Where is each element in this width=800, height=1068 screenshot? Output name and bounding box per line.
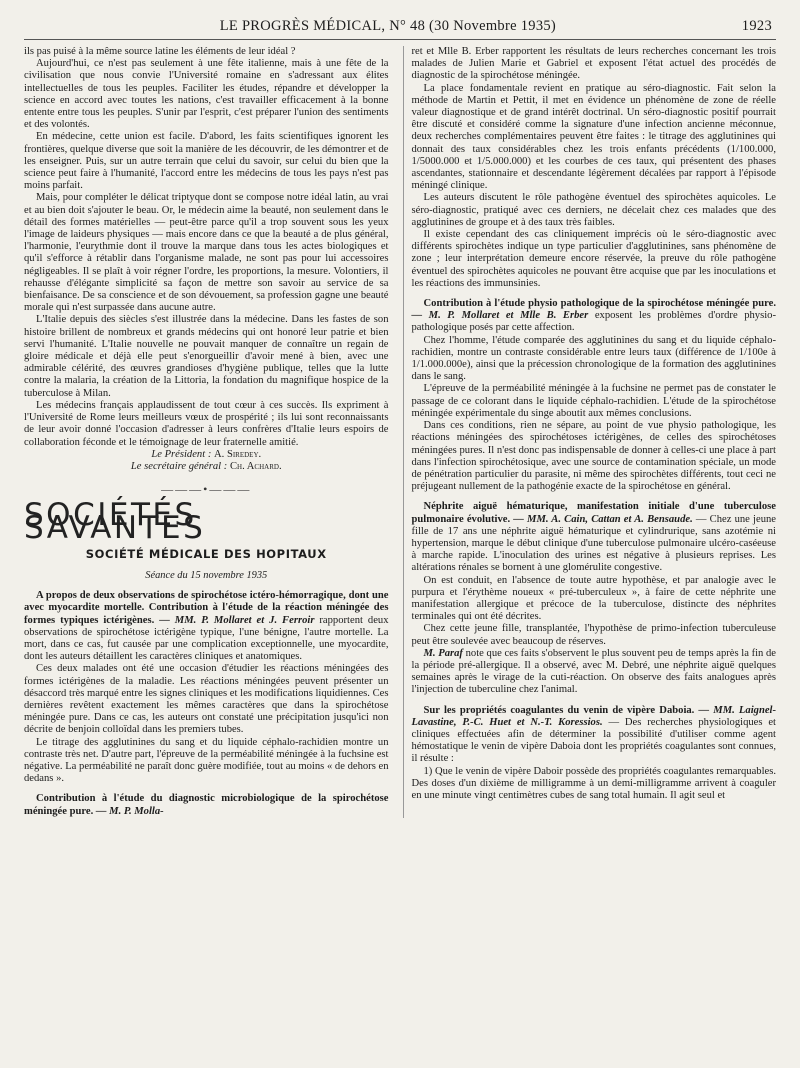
paragraph: Il existe cependant des cas cliniquement imprécis où le séro-diagnostic avec différents spirochètes indique un type particulier d'agglutinines, sans phénomène de zone ; leur interprétation demeure encore réservée, la preuve du rôle pathogène éventuel des spirochètes aquicoles ne pouvant être acquise que par les inoculations et les réactions des immunsinies. xyxy=(411,229,776,289)
paragraph: On est conduit, en l'absence de toute autre hypothèse, et par analogie avec le purpura et l'érythème noueux « pré-tuberculeux », à faire de cette néphrite une manifestation allergique et précoce de la tuberculose, distincte des néphrites terminales qui ont été décrites. xyxy=(411,574,776,623)
article-text: — Chez une jeune fille de 17 ans une néphrite aiguë hématurique et cylindrurique, sans azotémie ni hypertension, marque le début clinique d'une tuberculose pulmonaire ulcéro-caséeuse à marche rapide. L'inoculation des urines est négative à plusieurs reprises. Les altérations rénales se bornent à une glomérulite congestive. xyxy=(411,513,776,574)
spacer xyxy=(412,697,777,705)
article-authors: — M. P. Molla- xyxy=(95,805,164,817)
session-date: Séance du 15 novembre 1935 xyxy=(145,569,268,581)
article xyxy=(412,298,777,335)
ornament-divider: ———•——— xyxy=(161,482,252,497)
article-authors: — M. P. Mollaret et Mlle B. Erber xyxy=(411,310,589,322)
paragraph: Mais, pour compléter le délicat triptyque dont se compose notre idéal latin, au vrai et au bien doit s'ajouter le beau. Or, le médecin aime la beauté, non seulement dans le détail des formes matérielles — peut-être parce qu'il a trop souvent sous les yeux l'image de laideurs physiques — mais encore dans ce que la beauté a de plus général, l'harmonie, l'eurythmie dont il trouve la marque dans tous les actes biologiques et qu'il s'efforce à rétablir dans l'organisme malade, ne sont pas pour lui accessoires négligeables. Il se plaît à voir régner l'ordre, les proportions, la mesure. Volontiers, il rehausse d'élégante simplicité sa façon de mettre son savoir au service de sa bienfaisance. De sa conscience et de son dévouement, sa profession gagne une beauté morale qui n'est surpassée dans aucune autre. xyxy=(24,192,389,314)
text-columns xyxy=(24,46,776,818)
paragraph: Dans ces conditions, rien ne sépare, au point de vue physio pathologique, les réactions méningées des spirochétoses ictérigènes, de celles des spirochétoses méningées pures. Il n'est donc pas indispensable de donner à celles-ci une place à part dans l'infection spirochétosique, avec une source de contamination spéciale, un mode de pénétration particulier du parasite, ni même des spirochètes différents, tout ceci ne préjugeant nullement de la pathogénie exacte de la spirochétose en général. xyxy=(411,420,776,493)
signature-president xyxy=(24,449,389,461)
signature-role: Le Président : xyxy=(151,448,212,460)
article xyxy=(24,793,389,817)
paragraph: Les médecins français applaudissent de tout cœur à ces succès. Ils expriment à l'Université de Rome leurs meilleurs vœux de prospérité ; ils lui sont reconnaissants de leur avoir donné l'occasion d'adresser à leurs confrères d'Italie leurs espoirs de collaboration féconde et le témoignage de leur fraternelle amitié. xyxy=(24,399,389,448)
article-authors: — MM. A. Cain, Cattan et A. Bensaude. xyxy=(513,513,693,525)
running-header xyxy=(24,18,776,40)
signature-name: A. Siredey. xyxy=(214,448,262,460)
paragraph: Chez cette jeune fille, transplantée, l'hypothèse de primo-infection tuberculeuse peut être soulevée avec beaucoup de réserves. xyxy=(411,623,776,647)
paragraph: Aujourd'hui, ce n'est pas seulement à une fête italienne, mais à une fête de la civilisation que nous convie l'Université romaine en s'adressant aux élites intellectuelles de tous les peuples. Faciliter les études, répandre et développer la science en accord avec toutes les nations, c'est travailler efficacement à la bonne entente entre tous les peuples. S'unir par l'esprit, c'est préparer l'union des sentiments et des volontés. xyxy=(24,58,389,131)
right-column xyxy=(403,46,777,818)
article xyxy=(412,501,777,574)
article-title: Sur les propriétés coagulantes du venin de vipère Daboia. xyxy=(423,704,695,716)
article-text: exposent les problèmes d'ordre physio-pathologique posés par cette affection. xyxy=(411,310,776,334)
paragraph: 1) Que le venin de vipère Daboir possède des propriétés coagulantes remarquables. Des doses d'un dixième de milligramme à un demi-milligramme arrivent à coaguler en une minute vingt centimètres cubes de sang total humain. Il agit seul et xyxy=(411,765,776,801)
spacer xyxy=(412,493,777,501)
signature-name: Ch. Achard. xyxy=(229,460,282,472)
society-heading: SOCIÉTÉ MÉDICALE DES HOPITAUX xyxy=(85,546,327,561)
page-number: 1923 xyxy=(741,18,772,34)
article-title: Contribution à l'étude physio pathologique de la spirochétose méningée pure. xyxy=(423,298,776,310)
article-title: Contribution à l'étude du diagnostic microbiologique de la spirochétose méningée pure. xyxy=(24,793,389,817)
paragraph: La place fondamentale revient en pratique au séro-diagnostic. Fait selon la méthode de Martin et Pettit, il met en évidence un phénomène de zone de réelle valeur diagnostique et de grand intérêt doctrinal. Un séro-diagnostic positif pourrait être discuté et considéré comme la signature d'une infection ancienne méconnue, deux recherches complémentaires peuvent être faites : le titrage des agglutinines qui donnait des taux considérables chez les trois enfants précédents (1/100.000, 1/5000.000 et 1/5.000.000) et les courbes de ces taux, qui présentent des phases ascendantes, stationnaire et descendante légèrement décalées par rapport à l'épisode méningé clinique. xyxy=(411,82,776,192)
paragraph-text: note que ces faits s'observent le plus souvent peu de temps après la fin de la période pré-allergique. Il a observé, avec M. Debré, une néphrite aiguë quelques semaines après le virage de la cuti-réaction. On observe des faits analogues après l'injection de tuberculine chez l'animal. xyxy=(411,647,776,696)
article xyxy=(412,705,777,766)
paragraph: Ces deux malades ont été une occasion d'étudier les réactions méningées des formes ictérigènes de la maladie. Les réactions méningées peuvent présenter un désaccord très marqué entre les signes cliniques et les modifications liquidiennes. Ces dernières revêtent exactement les mêmes caractères que dans la spirochétose méningée pure. Dans ce cas, les auteurs ont constaté une précipitation jusqu'ici non décrite de benjoin colloïdal dans les premiers tubes. xyxy=(24,663,389,736)
spacer xyxy=(24,785,389,793)
left-column xyxy=(24,46,389,818)
article xyxy=(24,590,389,663)
paragraph: En médecine, cette union est facile. D'abord, les faits scientifiques ignorent les frontières, quelque diverse que soit la manière de les découvrir, de les démontrer et de les enseigner. Puis, sur un autre terrain que celui du savoir, sur celui du bien que la science peut faire à l'humanité, l'accord entre les médecins de tous les pays n'est pas moins parfait. xyxy=(24,131,389,192)
article-authors: — MM. Laignel-Lavastine, P.-C. Huet et N.-T. Koressios. xyxy=(411,704,776,728)
paragraph: Chez l'homme, l'étude comparée des agglutinines du sang et du liquide céphalo-rachidien, montre un contraste considérable entre leurs taux (différence de 1/100e à 1/1.000.000e), ainsi que la précession chronologique de la formation des agglutinines dans le sang. xyxy=(411,334,776,383)
paragraph: ils pas puisé à la même source latine les éléments de leur idéal ? xyxy=(24,46,296,57)
paragraph: Le titrage des agglutinines du sang et du liquide céphalo-rachidien montre un contraste très net. D'autre part, l'épreuve de la perméabilité méningée à la fuchsine est négative. La perméabilité ne paraît donc guère modifiée, tout au moins « de dehors en dedans ». xyxy=(24,736,389,785)
paragraph: L'Italie depuis des siècles s'est illustrée dans la médecine. Dans les fastes de son histoire brillent de nombreux et grands médecins qui ont honoré leur patrie et bien servi l'humanité. L'Italie nouvelle ne pouvait manquer de connaître un regain de gloire médicale et déjà elle peut s'enorgueillir d'avoir mené à bien, avec une admirable célérité, des œuvres grandioses d'hygiène publique, telles que la lutte contre la malaria, la création de la Littoria, la fondation du magnifique hospice de la tuberculose à Milan. xyxy=(24,314,389,399)
article-title: Néphrite aiguë hématurique, manifestation initiale d'une tuberculose pulmonaire évolutive. xyxy=(411,501,776,525)
signature-secretary xyxy=(24,461,389,473)
article-text: — Des recherches physiologiques et cliniques effectuées afin de déterminer la possibilité d'utiliser comme agent hémostatique le venin de vipère Daboia dont les propriétés coagulantes sont connues, il résulte : xyxy=(411,716,776,765)
paragraph: ret et Mlle B. Erber rapportent les résultats de leurs recherches concernant les trois malades de Julien Marie et Gabriel et exposent l'état actuel des procédés de diagnostic de la spirochétose méningée. xyxy=(411,46,776,82)
journal-title: LE PROGRÈS MÉDICAL, N° 48 (30 Novembre 1935) xyxy=(219,18,557,34)
author-mention: M. Paraf xyxy=(423,647,463,659)
article-authors: — MM. P. Mollaret et J. Ferroir xyxy=(159,614,315,626)
paragraph xyxy=(412,648,777,697)
article-title: A propos de deux observations de spirochétose ictéro-hémorragique, dont une avec myocardite mortelle. Contribution à l'étude de la réaction méningée des formes typiques ictérigènes. xyxy=(24,590,389,626)
spacer xyxy=(412,290,777,298)
article-text: rapportent deux observations de spirochétose ictérigène typique, l'une bénigne, l'autre mortelle. La mort, dans ce cas, fut causée par une complication exceptionnelle, une myocardite, dont les auteurs détaillent les caractères cliniques et anatomiques. xyxy=(24,614,389,663)
paragraph: L'épreuve de la perméabilité méningée à la fuchsine ne permet pas de constater le passage de ce colorant dans le liquide céphalo-rachidien. L'étude de la spirochétose méningée expérimentale du singe aboutit aux mêmes conclusions. xyxy=(411,383,776,419)
paragraph: Les auteurs discutent le rôle pathogène éventuel des spirochètes aquicoles. Le séro-diagnostic, pratiqué avec ces derniers, ne décelait chez ces malades que des agglutinines de groupe et à des taux très faibles. xyxy=(411,192,776,228)
signature-role: Le secrétaire général : xyxy=(130,460,228,472)
section-title: SOCIÉTÉS SAVANTES xyxy=(24,497,206,546)
